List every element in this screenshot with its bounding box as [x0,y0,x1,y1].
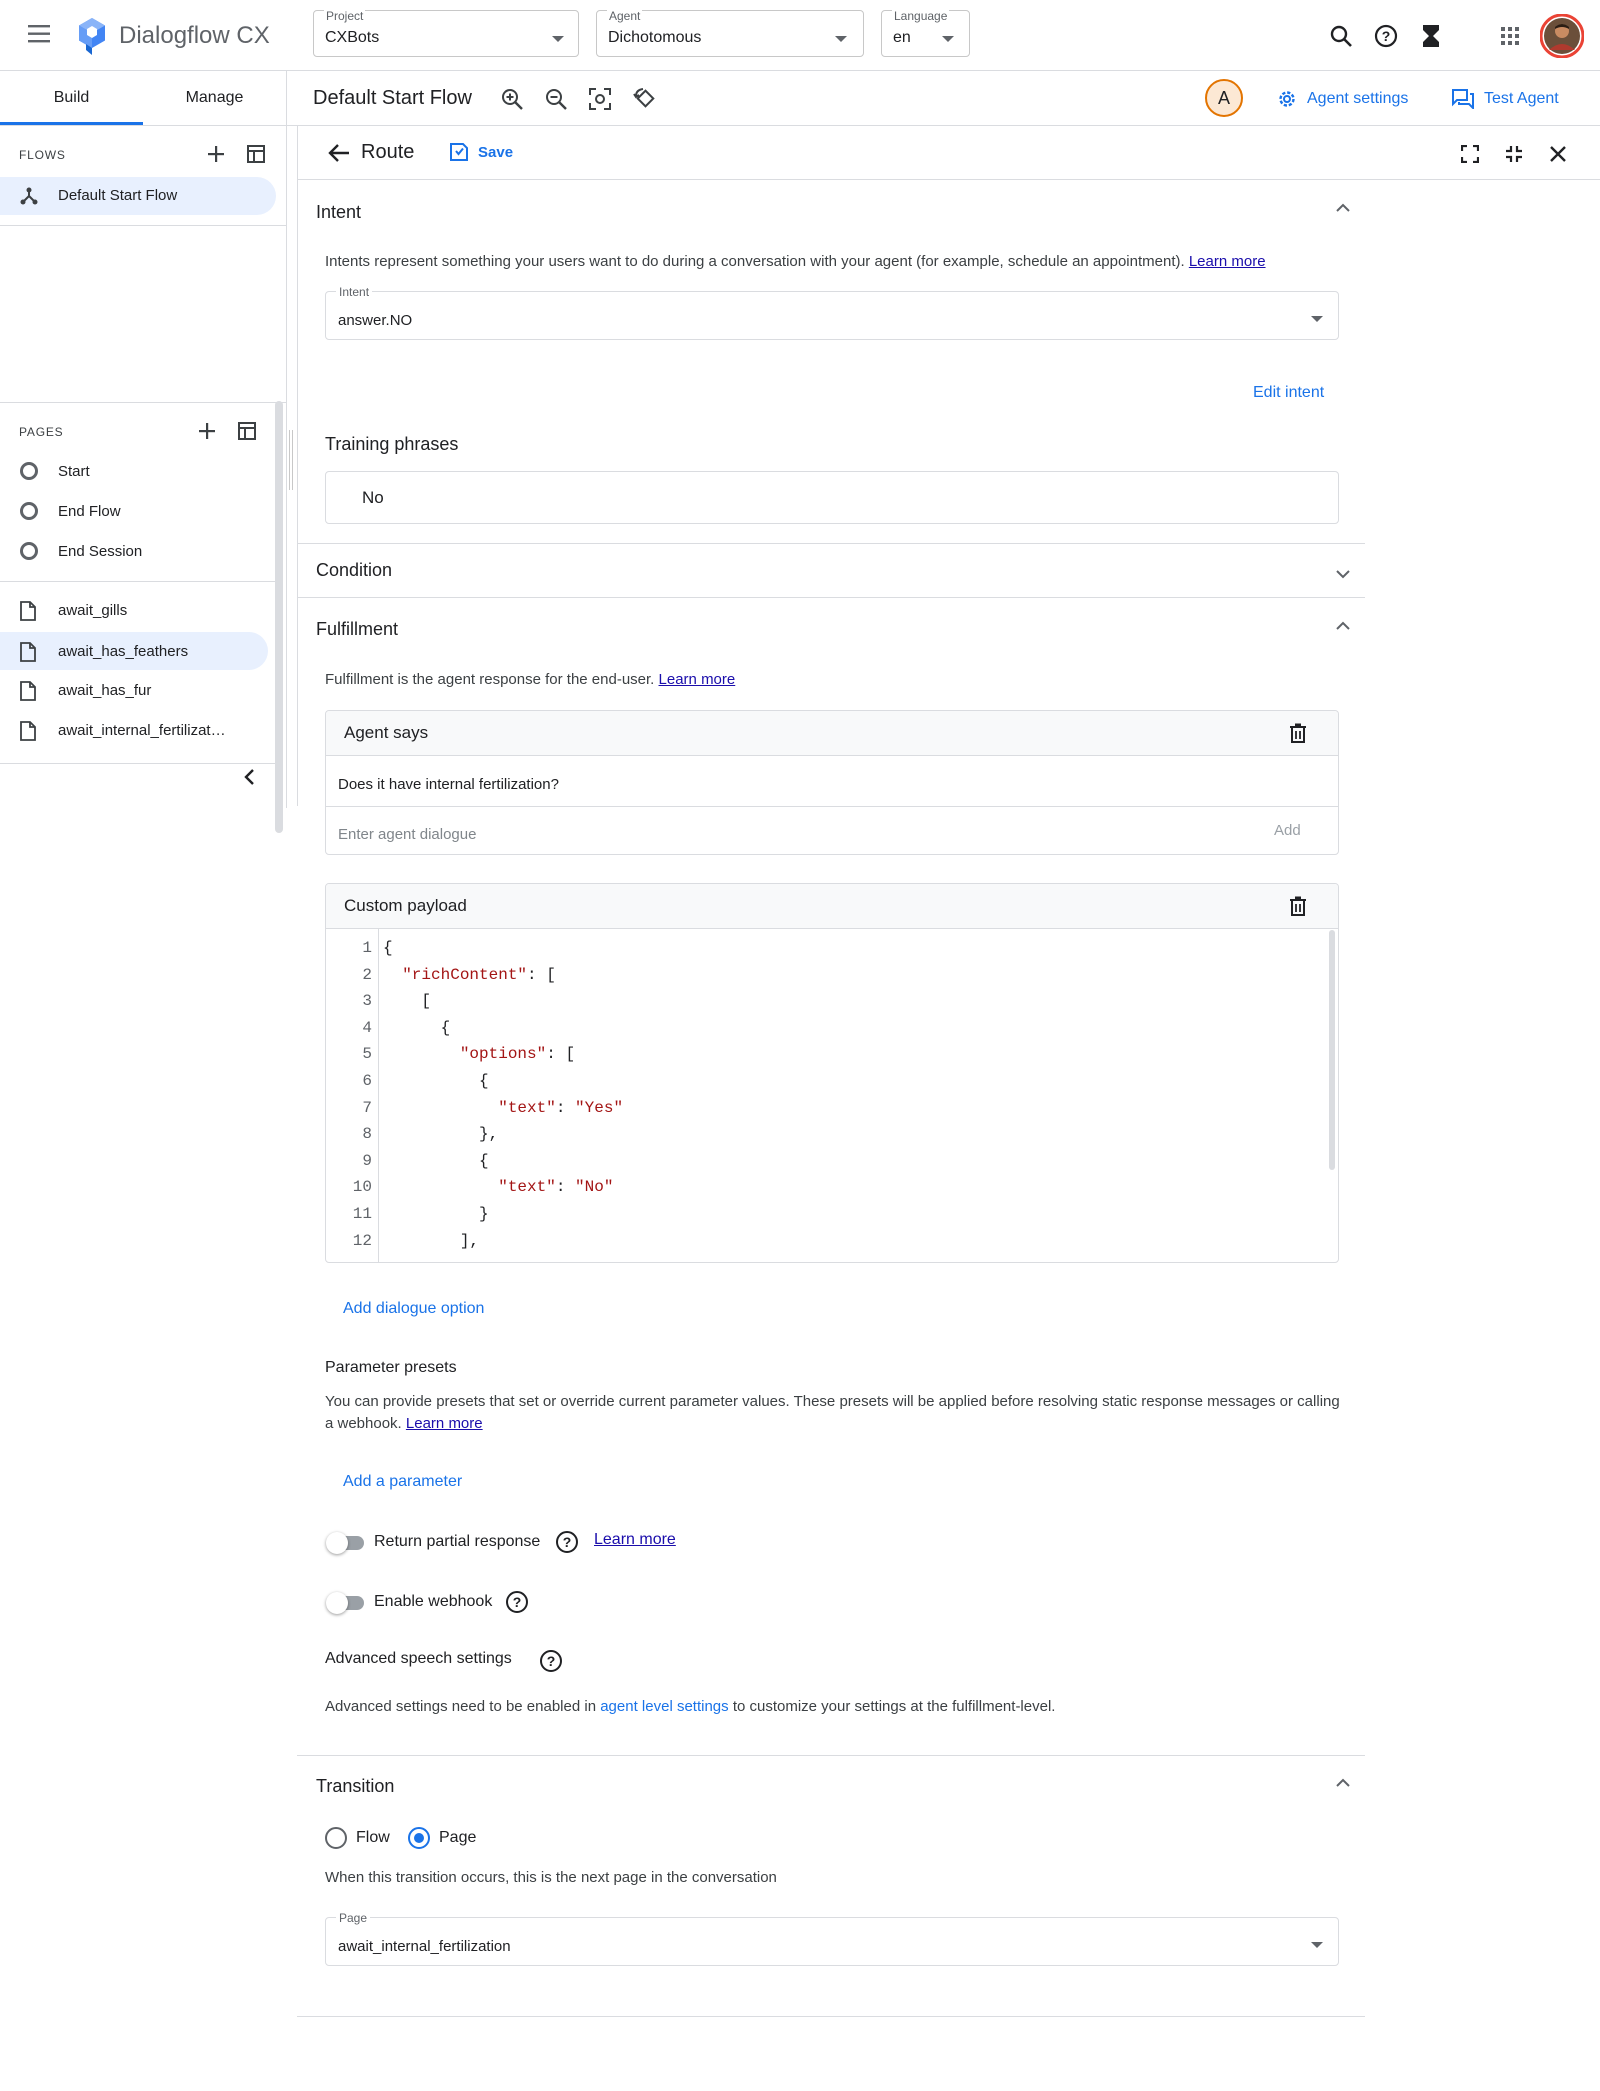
page-document-icon [20,681,36,701]
fulfillment-description-text: Fulfillment is the agent response for the end-user. [325,671,655,688]
code-line-number: 11 [352,1205,372,1223]
flow-icon [20,187,38,205]
fullscreen-icon[interactable] [1461,145,1479,163]
code-line-number: 1 [362,939,372,957]
language-label: Language [894,9,948,23]
return-partial-learn-more-link[interactable]: Learn more [594,1531,676,1548]
page-circle-icon [20,542,38,560]
save-icon [450,143,468,161]
pages-label: PAGES [19,425,64,439]
pages-scrollbar[interactable] [275,401,283,833]
intent-description-text: Intents represent something your users want to do during a conversation with your agent (for example, schedule an appointment). [325,253,1185,270]
app-title: Dialogflow CX [119,22,270,49]
page-item-label: await_has_feathers [58,643,189,660]
intent-learn-more-link[interactable]: Learn more [1188,253,1266,270]
code-line: ], [383,1231,480,1250]
radio-page-dot [414,1833,424,1843]
language-select[interactable] [881,10,970,57]
tab-build[interactable]: Build [53,89,90,106]
divider [297,179,1600,180]
page-item-await-internal-fertilization[interactable] [0,712,270,748]
page-item-label: await_gills [58,602,128,619]
payload-code-editor[interactable] [326,929,1326,1263]
fulfillment-description [325,669,735,691]
divider [326,806,1338,807]
add-parameter-button[interactable]: Add a parameter [343,1473,463,1490]
code-line-number: 7 [362,1098,372,1117]
page-select[interactable] [325,1911,1339,1966]
project-label: Project [326,9,364,23]
parameter-presets-description [325,1391,1345,1435]
code-line: "text": "Yes" [498,1098,624,1117]
code-line-number: 3 [362,992,372,1011]
route-title: Route [361,141,415,163]
enable-webhook-toggle[interactable] [326,1592,364,1612]
page-document-icon [20,601,36,621]
left-panel [0,71,287,808]
page-circle-icon [20,462,38,480]
radio-page[interactable] [408,1827,430,1849]
agent-value: Dichotomous [608,29,702,46]
code-line-number: 9 [362,1151,372,1170]
collapse-panel-icon[interactable] [242,767,256,787]
page-item-label: await_has_fur [58,682,152,699]
code-line: }, [383,1125,499,1144]
add-dialogue-button[interactable]: Add [1274,822,1301,839]
page-item-label: End Session [58,543,143,560]
intent-section-title[interactable]: Intent [316,202,362,222]
chevron-up-icon[interactable] [1336,203,1350,213]
pages-table-icon[interactable] [238,422,256,440]
code-line-number: 10 [352,1178,372,1197]
chevron-down-icon [1311,316,1323,322]
code-line: "text": "No" [498,1178,614,1197]
agent-says-message[interactable]: Does it have internal fertilization? [338,776,559,793]
divider [297,543,1365,544]
page-item-await-gills[interactable] [0,592,270,628]
custom-payload-title: Custom payload [344,896,467,915]
code-line-number: 2 [362,965,372,984]
dialogflow-logo-icon [77,16,107,56]
help-icon[interactable] [1374,24,1398,48]
chevron-down-icon [552,36,564,42]
page-item-label: await_internal_fertilizat… [58,722,226,739]
top-app-bar [0,0,1600,71]
page-item-end-flow[interactable] [0,493,270,529]
add-dialogue-option-button[interactable]: Add dialogue option [343,1300,485,1317]
chevron-up-icon[interactable] [1336,1778,1350,1788]
intent-field-value: answer.NO [338,312,413,329]
agent-says-card [325,710,1339,855]
user-avatar[interactable] [1540,14,1584,58]
code-line: { [383,939,393,957]
page-document-icon [20,642,36,662]
chevron-down-icon [1311,1942,1323,1948]
tab-manage[interactable]: Manage [185,89,244,106]
add-page-icon[interactable] [198,422,216,440]
divider [0,125,286,126]
page-item-label: Start [58,463,90,480]
training-phrase-text[interactable]: No [362,488,384,507]
project-select[interactable] [313,10,579,57]
code-line-number: 8 [362,1125,372,1144]
save-button[interactable] [450,143,513,161]
close-icon[interactable] [1549,145,1567,163]
chevron-down-icon[interactable] [1336,569,1350,579]
advanced-speech-title: Advanced speech settings [325,1650,512,1667]
agent-says-header [326,711,1338,756]
collapse-icon[interactable] [1505,145,1523,163]
code-line-number: 6 [362,1072,372,1090]
code-line: [ [383,992,432,1011]
code-line: { [383,1151,489,1170]
toggle-knob [326,1592,348,1614]
divider [0,581,276,582]
apps-grid-icon[interactable] [1500,26,1520,46]
radio-flow[interactable] [325,1827,347,1849]
zoom-in-icon[interactable] [501,88,523,110]
training-phrases-title: Training phrases [325,434,459,454]
advanced-text-post: to customize your settings at the fulfillment-level. [732,1698,1056,1715]
back-arrow-icon[interactable] [328,143,350,163]
fit-to-screen-icon[interactable] [589,88,611,110]
edit-intent-button[interactable]: Edit intent [1253,384,1325,401]
custom-payload-header [326,884,1338,929]
test-agent-label: Test Agent [1484,90,1559,107]
divider [0,402,286,403]
flow-item-label: Default Start Flow [58,187,178,204]
page-circle-icon [20,502,38,520]
intent-select[interactable] [325,285,1339,340]
agent-says-title: Agent says [344,723,429,742]
code-line: } [383,1205,489,1223]
code-line: { [383,1018,451,1037]
code-line-number: 12 [352,1231,372,1250]
page-item-start[interactable] [0,453,270,489]
presets-learn-more-link[interactable]: Learn more [405,1415,483,1432]
chevron-down-icon [942,36,954,42]
hourglass-icon[interactable] [1422,24,1440,48]
transition-description: When this transition occurs, this is the next page in the conversation [325,1869,777,1886]
divider [297,1755,1365,1756]
page-field-value: await_internal_fertilization [338,1938,511,1955]
save-label: Save [478,143,514,161]
agent-avatar-letter: A [1217,87,1230,108]
training-phrase-box [325,471,1339,524]
code-scrollbar[interactable] [1329,930,1335,1170]
help-icon[interactable]: ? [506,1591,528,1613]
parameter-presets-text: You can provide presets that set or override current parameter values. These presets will be applied before resolving static response messages or calling a webhook. [325,1393,1340,1432]
chevron-down-icon [835,36,847,42]
agent-settings-button[interactable] [1277,89,1408,109]
delete-icon[interactable] [1289,896,1307,916]
advanced-speech-description [325,1696,1055,1718]
code-line: "richContent": [ [402,965,556,984]
transition-section-title[interactable]: Transition [316,1776,395,1796]
route-panel-left-border [297,126,298,806]
page-item-label: End Flow [58,503,121,520]
agent-label: Agent [609,9,641,23]
delete-icon[interactable] [1289,723,1307,743]
divider [297,597,1365,598]
flows-table-icon[interactable] [247,145,265,163]
parameter-presets-title: Parameter presets [325,1359,457,1376]
reset-view-icon[interactable] [633,88,657,110]
svg-text:?: ? [1381,28,1391,44]
return-partial-response-label: Return partial response [374,1533,541,1550]
toggle-knob [326,1532,348,1554]
project-value: CXBots [325,29,380,46]
intent-field-label: Intent [336,285,372,299]
page-item-await-has-feathers[interactable] [0,632,268,670]
radio-flow-label: Flow [356,1829,390,1846]
page-item-end-session[interactable] [0,533,270,569]
enable-webhook-label: Enable webhook [374,1593,493,1610]
agent-avatar[interactable] [1205,79,1243,117]
test-agent-button[interactable] [1452,89,1559,109]
gear-icon [1277,89,1297,109]
flows-label: FLOWS [19,148,66,162]
divider [297,2016,1365,2017]
flow-title: Default Start Flow [313,87,472,109]
page-document-icon [20,721,36,741]
intent-description [325,251,1345,273]
help-icon[interactable]: ? [556,1531,578,1553]
agent-select[interactable] [596,10,864,57]
agent-level-settings-link[interactable]: agent level settings [600,1698,729,1715]
help-icon[interactable]: ? [540,1650,562,1672]
divider [0,763,276,764]
page-field-label: Page [336,1911,370,1925]
return-partial-response-toggle[interactable] [326,1532,364,1552]
code-line-number: 5 [362,1045,372,1064]
panel-resize-handle[interactable] [289,430,293,490]
language-value: en [893,29,911,46]
code-line: "options": [ [459,1045,576,1064]
search-icon[interactable] [1330,25,1352,47]
radio-page-label: Page [439,1829,477,1846]
chevron-up-icon[interactable] [1336,621,1350,631]
chat-icon [1452,89,1474,109]
page-item-await-has-fur[interactable] [0,672,270,708]
code-line: { [383,1072,489,1090]
fulfillment-learn-more-link[interactable]: Learn more [658,671,736,688]
flow-header [287,71,1600,126]
advanced-text-pre: Advanced settings need to be enabled in [325,1698,597,1715]
fulfillment-section-title[interactable]: Fulfillment [316,619,399,639]
custom-payload-card [325,883,1339,1263]
code-line-number: 4 [362,1018,372,1037]
condition-section-title[interactable]: Condition [316,560,393,580]
add-flow-icon[interactable] [207,145,225,163]
menu-icon[interactable] [28,24,52,44]
flow-item-default-start-flow[interactable] [0,177,276,215]
agent-settings-label: Agent settings [1307,90,1409,107]
agent-dialogue-input[interactable]: Enter agent dialogue [338,826,477,843]
divider [0,225,286,226]
zoom-out-icon[interactable] [545,88,567,110]
